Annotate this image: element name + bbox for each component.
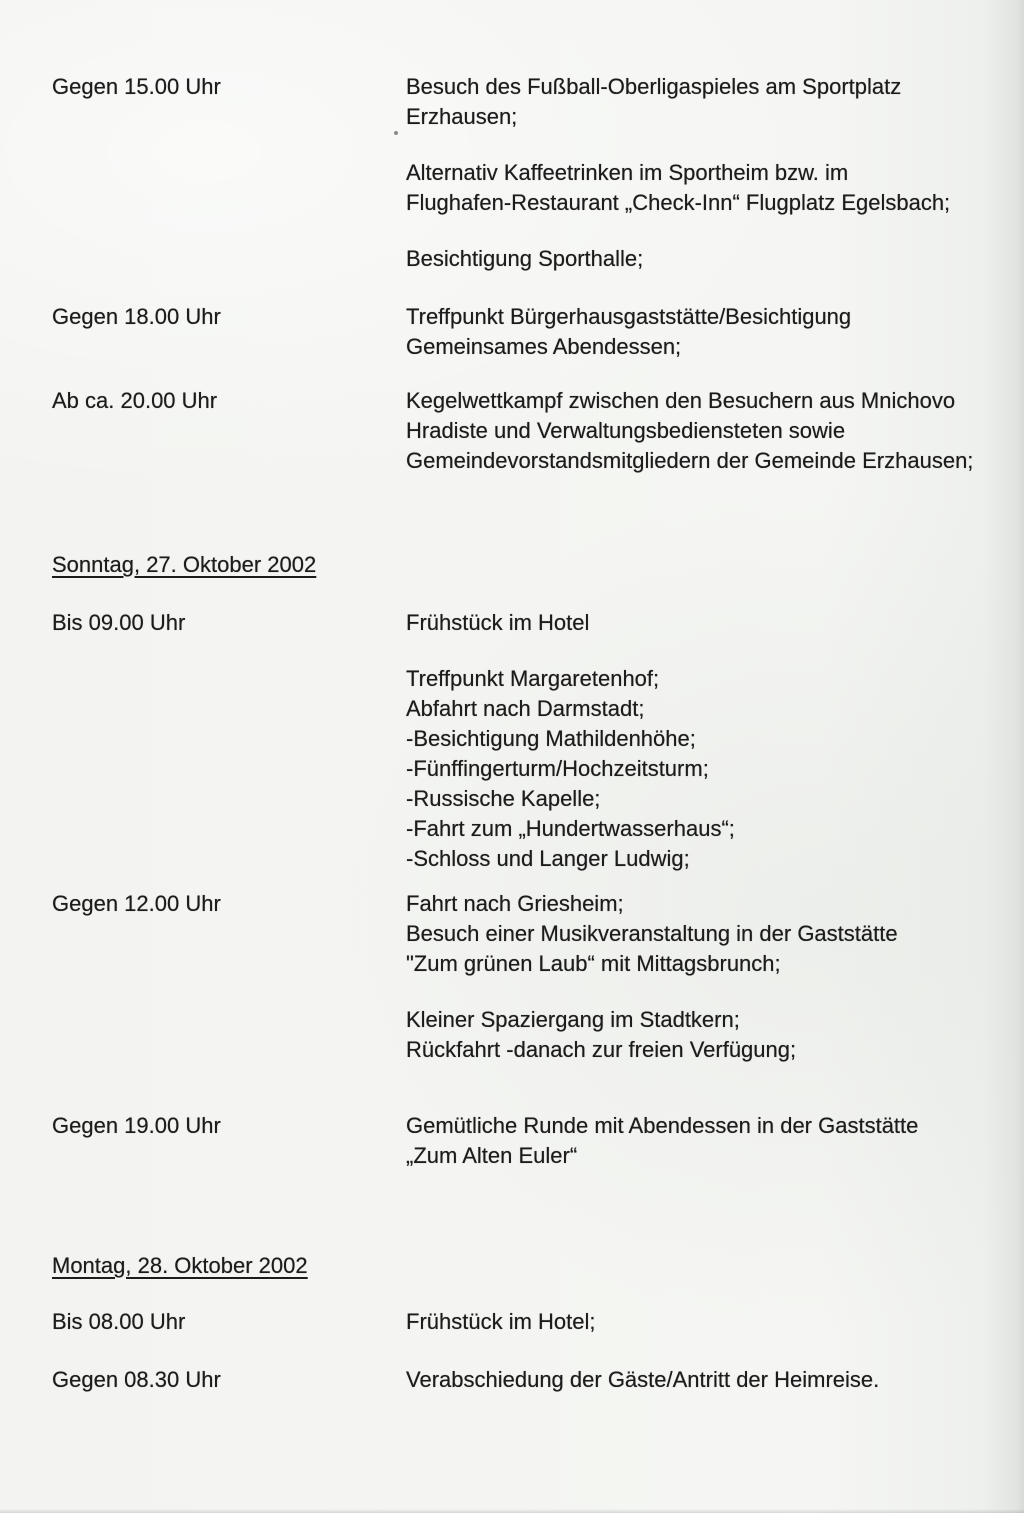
paragraph [406, 608, 1024, 638]
schedule-row [52, 72, 1024, 274]
schedule-line: Fahrt nach Griesheim; [406, 891, 624, 916]
schedule-line: Frühstück im Hotel [406, 610, 590, 635]
schedule-row [52, 889, 1024, 1065]
paragraph [406, 1005, 1024, 1065]
schedule-line: "Zum grünen Laub“ mit Mittagsbrunch; [406, 951, 781, 976]
paragraph [406, 244, 1024, 274]
time-label: Gegen 19.00 Uhr [52, 1113, 221, 1138]
description-column [406, 1307, 1024, 1337]
schedule-line: Hradiste und Verwaltungsbediensteten sowie [406, 418, 846, 443]
schedule-line: „Zum Alten Euler“ [406, 1143, 578, 1168]
paragraph [406, 72, 1024, 132]
paragraph [406, 386, 1024, 476]
schedule-line: Kleiner Spaziergang im Stadtkern; [406, 1007, 740, 1032]
description-column [406, 72, 1024, 274]
schedule-row [52, 302, 1024, 362]
schedule-line: Besuch des Fußball-Oberligaspieles am Sportplatz [406, 74, 902, 99]
schedule-line: Frühstück im Hotel; [406, 1309, 596, 1334]
schedule-line: Flughafen-Restaurant „Check-Inn“ Flugplatz Egelsbach; [406, 190, 951, 215]
paragraph [406, 1365, 1024, 1395]
schedule-row [52, 608, 1024, 874]
paragraph [406, 158, 1024, 218]
paragraph [406, 889, 1024, 979]
description-column [406, 1365, 1024, 1395]
day-heading: Montag, 28. Oktober 2002 [52, 1253, 308, 1278]
time-label: Gegen 18.00 Uhr [52, 304, 221, 329]
time-label: Bis 09.00 Uhr [52, 610, 186, 635]
paper-speck [394, 131, 398, 135]
schedule-line: Rückfahrt -danach zur freien Verfügung; [406, 1037, 797, 1062]
schedule-line: Gemeinsames Abendessen; [406, 334, 682, 359]
time-label: Gegen 12.00 Uhr [52, 891, 221, 916]
paragraph [406, 664, 1024, 874]
schedule-line: -Russische Kapelle; [406, 786, 601, 811]
schedule-line: -Fahrt zum „Hundertwasserhaus“; [406, 816, 735, 841]
schedule-line: Besichtigung Sporthalle; [406, 246, 644, 271]
time-label: Bis 08.00 Uhr [52, 1309, 186, 1334]
description-column [406, 302, 1024, 362]
schedule-line: Verabschiedung der Gäste/Antritt der Heimreise. [406, 1367, 880, 1392]
schedule-line: Treffpunkt Bürgerhausgaststätte/Besichtigung [406, 304, 852, 329]
day-heading: Sonntag, 27. Oktober 2002 [52, 552, 317, 577]
schedule-line: Abfahrt nach Darmstadt; [406, 696, 645, 721]
schedule-line: Besuch einer Musikveranstaltung in der Gaststätte [406, 921, 898, 946]
description-column [406, 889, 1024, 1065]
schedule-line: Erzhausen; [406, 104, 518, 129]
description-column [406, 386, 1024, 476]
paragraph [406, 1307, 1024, 1337]
schedule-line: Gemeindevorstandsmitgliedern der Gemeinde Erzhausen; [406, 448, 974, 473]
schedule-line: Gemütliche Runde mit Abendessen in der Gaststätte [406, 1113, 919, 1138]
paragraph [406, 1111, 1024, 1171]
time-label: Ab ca. 20.00 Uhr [52, 388, 218, 413]
schedule-row [52, 1307, 1024, 1337]
schedule-line: Alternativ Kaffeetrinken im Sportheim bzw. im [406, 160, 849, 185]
schedule-row [52, 386, 1024, 476]
paragraph [406, 302, 1024, 362]
time-label: Gegen 15.00 Uhr [52, 74, 221, 99]
description-column [406, 608, 1024, 874]
schedule-line: -Besichtigung Mathildenhöhe; [406, 726, 696, 751]
description-column [406, 1111, 1024, 1171]
schedule-row [52, 1111, 1024, 1171]
schedule-line: Kegelwettkampf zwischen den Besuchern aus Mnichovo [406, 388, 956, 413]
schedule-line: -Fünffingerturm/Hochzeitsturm; [406, 756, 709, 781]
schedule-line: -Schloss und Langer Ludwig; [406, 846, 690, 871]
schedule-row [52, 1365, 1024, 1395]
schedule-line: Treffpunkt Margaretenhof; [406, 666, 660, 691]
time-label: Gegen 08.30 Uhr [52, 1367, 221, 1392]
